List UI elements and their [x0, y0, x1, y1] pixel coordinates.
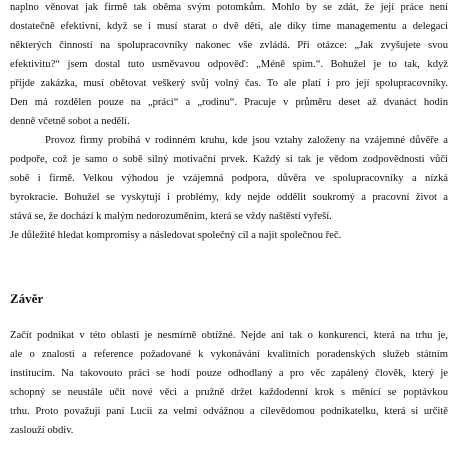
paragraph-2-line: podpoře, což je samo o sobě silný motivační prvek. Každý si tak je vědom zodpovědnosti vůči — [10, 154, 448, 165]
paragraph-1-line: Den má rozdělen pouze na „práci“ a „rodinu“. Pracuje v průměru deset až dvanáct hodin — [10, 97, 448, 108]
paragraph-3-line: schopný se neustále učit nové věci a pružně držet každodenní krok s měnící se poptávkou — [10, 387, 448, 398]
paragraph-3-line: institucím. Na takovouto práci se hodí pouze odhodlaný a pro věc zapálený člověk, který je — [10, 368, 448, 379]
paragraph-3-line: trhu. Proto považuji paní Lucii za velmi odvážnou a cílevědomou podnikatelku, která si určitě — [10, 406, 448, 417]
standalone-sentence: Je důležité hledat kompromisy a následovat společný cíl a najít společnou řeč. — [10, 230, 342, 241]
paragraph-3-line: zaslouží obdiv. — [10, 425, 74, 436]
paragraph-1-line: denně včetně sobot a nedělí. — [10, 116, 130, 127]
paragraph-2-line: stává se, že dochází k malým nedorozuměním, která se vždy naštěstí vyřeší. — [10, 211, 332, 222]
paragraph-1-line: některých činností na spolupracovníky nakonec vše zvládá. Při otázce: „Jak zvyšujete svou — [10, 40, 448, 51]
paragraph-2-line: byrokracie. Bohužel se vyskytují i problémy, kdy nejde oddělit soukromý a pracovní život a — [10, 192, 448, 203]
paragraph-3-line: ale o znalosti a reference požadované k vykonávání kvalitních poradenských služeb státním — [10, 349, 448, 360]
paragraph-1-line: přijde zakázka, musí obětovat veškerý svůj volný čas. To ale platí i pro její spolupracovníky. — [10, 78, 448, 89]
paragraph-1-line: naplno věnovat jak firmě tak oběma svým potomkům. Mohlo by se zdát, že její práce není — [10, 2, 448, 13]
paragraph-3-line: Začít podnikat v této oblasti je nesmírně obtížné. Nejde ani tak o konkurenci, která na trhu je, — [10, 330, 448, 341]
paragraph-1-line: efektivitu?“ jsem dostal tuto usměvavou odpověď: „Méně spím.“. Bohužel je to tak, když — [10, 59, 448, 70]
paragraph-2-line: sobě i firmě. Velkou výhodou je vzájemná podpora, důvěra ve spolupracovníky a nízká — [10, 173, 448, 184]
paragraph-1-line: dostatečně efektivní, když se i musí starat o dvě děti, ale díky time managementu a delegaci — [10, 21, 448, 32]
paragraph-2-line: Provoz firmy probíhá v rodinném kruhu, kde jsou vztahy založeny na vzájemné důvěře a — [45, 135, 448, 146]
section-heading: Závěr — [10, 291, 44, 306]
